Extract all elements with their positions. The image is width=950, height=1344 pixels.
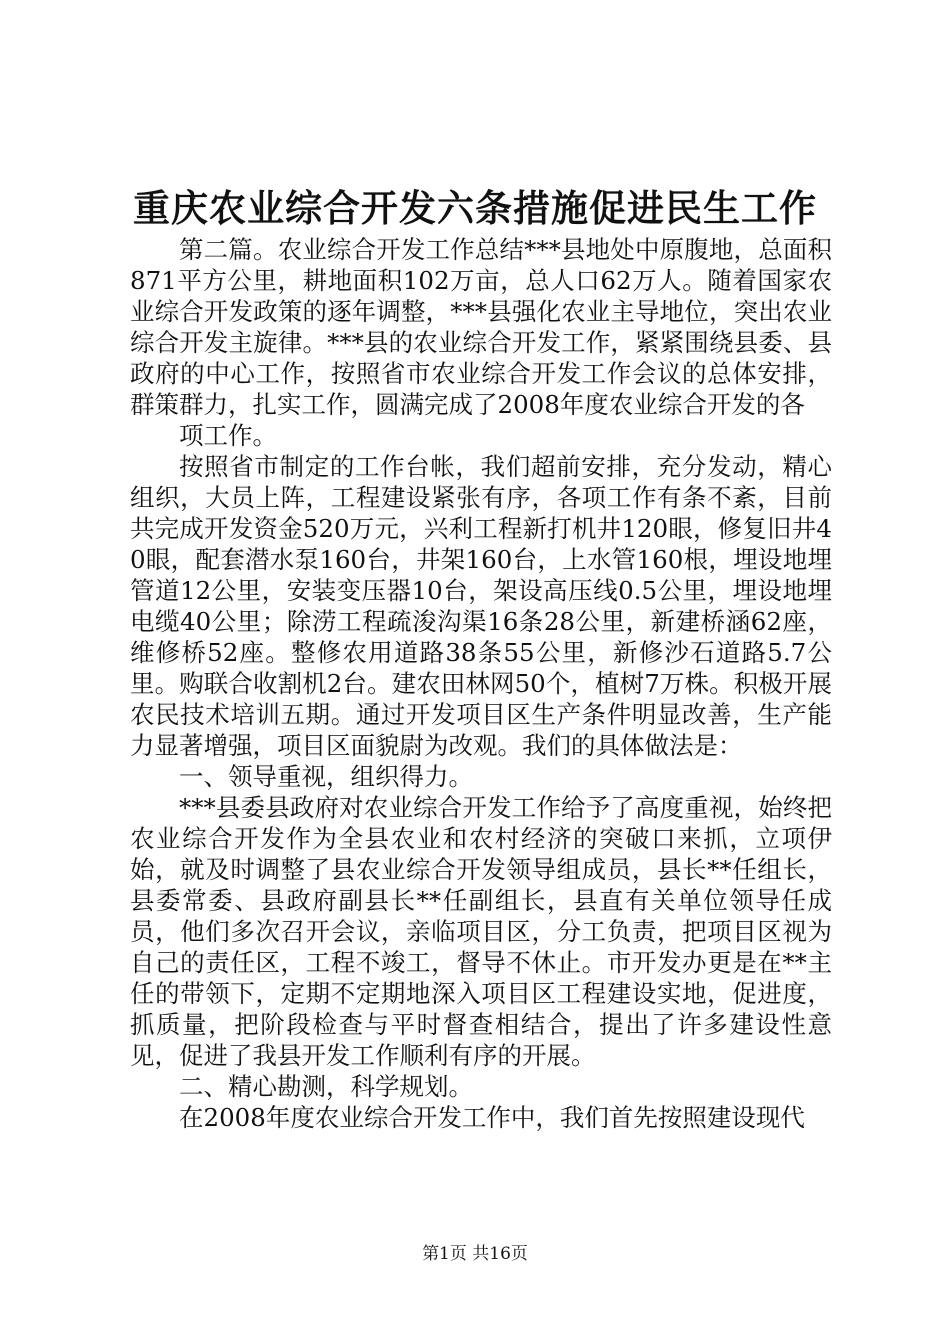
paragraph-achievements: 按照省市制定的工作台帐，我们超前安排，充分发动，精心组织，大员上阵，工程建设紧张有序，各项工作有条不紊，目前共完成开发资金520万元，兴利工程新打机井120眼，修复旧井40眼，配套潜水泵160台，井架160台，上水管160根，埋设地埋管道12公里，安装变压器10台，架设高压线0.5公里，埋设地埋电缆40公里；除涝工程疏浚沟渠16条28公里，新建桥涵62座，维修桥52座。整修农用道路38条55公里，新修沙石道路5.7公里。购联合收割机2台。建农田林网50个，植树7万株。积极开展农民技术培训五期。通过开发项目区生产条件明显改善，生产能力显著增强，项目区面貌尉为改观。我们的具体做法是： xyxy=(130,452,832,760)
paragraph-continuation: 项工作。 xyxy=(179,421,277,450)
document-title: 重庆农业综合开发六条措施促进民生工作 xyxy=(133,186,817,230)
section-heading-planning: 二、精心勘测，科学规划。 xyxy=(179,1072,473,1101)
document-body xyxy=(130,234,832,1133)
paragraph-planning: 在2008年度农业综合开发工作中，我们首先按照建设现代 xyxy=(179,1103,805,1132)
paragraph-intro: 第二篇。农业综合开发工作总结***县地处中原腹地，总面积871平方公里，耕地面积102万亩，总人口62万人。随着国家农业综合开发政策的逐年调整，***县强化农业主导地位，突出农业综合开发主旋律。***县的农业综合开发工作，紧紧围绕县委、县政府的中心工作，按照省市农业综合开发工作会议的总体安排，群策群力，扎实工作，圆满完成了2008年度农业综合开发的各 xyxy=(130,235,832,419)
section-heading-leadership: 一、领导重视，组织得力。 xyxy=(179,762,473,791)
page-number-footer: 第1页 共16页 xyxy=(422,1244,528,1264)
paragraph-leadership: ***县委县政府对农业综合开发工作给予了高度重视，始终把农业综合开发作为全县农业和农村经济的突破口来抓，立项伊始，就及时调整了县农业综合开发领导组成员，县长**任组长，县委常委、县政府副县长**任副组长，县直有关单位领导任成员，他们多次召开会议，亲临项目区，分工负责，把项目区视为自己的责任区，工程不竣工，督导不休止。市开发办更是在**主任的带领下，定期不定期地深入项目区工程建设实地，促进度，抓质量，把阶段检查与平时督查相结合，提出了许多建设性意见，促进了我县开发工作顺利有序的开展。 xyxy=(130,793,832,1070)
